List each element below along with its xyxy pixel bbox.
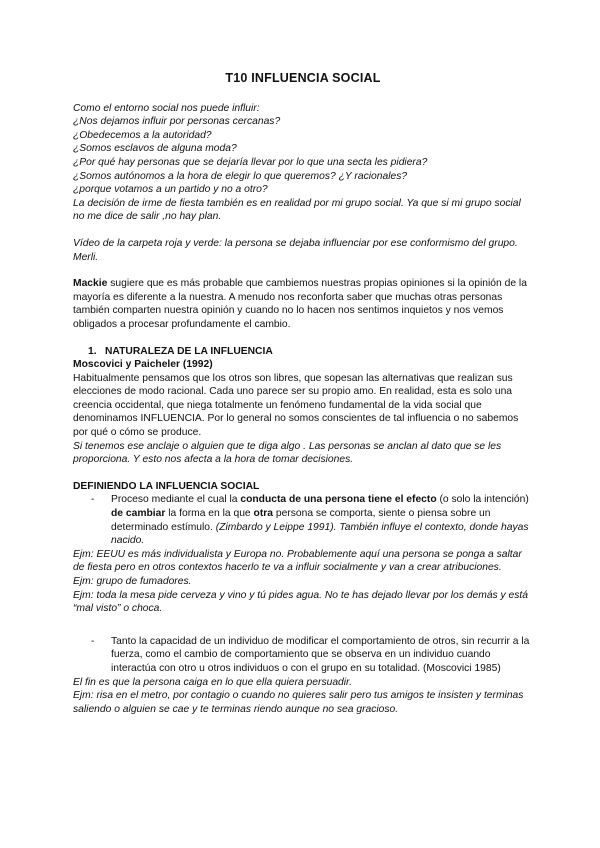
example-line: Ejm: toda la mesa pide cerveza y vino y tú pides agua. No te has dejado llevar por los demás y está “mal visto” o choca.	[73, 589, 529, 615]
text-run: persona se comporta, siente o piensa sobre un determinado estímulo.	[111, 508, 491, 533]
intro-line: ¿Somos esclavos de alguna moda?	[73, 143, 237, 155]
definition-bullet	[73, 635, 533, 676]
example-line: El fin es que la persona caiga en lo que ella quiera persuadir.	[73, 676, 352, 688]
text-run-bold: de cambiar	[111, 508, 166, 520]
section-heading	[73, 345, 533, 359]
definiendo-heading: DEFINIENDO LA INFLUENCIA SOCIAL	[73, 480, 260, 492]
text-run-italic: (Zimbardo y Leippe 1991). También influye el contexto, donde hayas nacido.	[111, 521, 529, 547]
section-note: Si tenemos ese anclaje o alguien que te diga algo . Las personas se anclan al dato que se les proporciona. Y esto nos afecta a la hora de tomar decisiones.	[73, 440, 502, 466]
example-line: Ejm: EEUU es más individualista y Europa no. Probablemente aquí una persona se ponga a saltar de fiesta pero en otros contextos hacerlo te va a influir socialmente y van a crear atribuciones.	[73, 548, 522, 574]
document-page	[73, 72, 533, 716]
text-run: Proceso mediante el cual la	[111, 494, 241, 506]
example-line: Ejm: grupo de fumadores.	[73, 576, 192, 587]
text-run: (o solo la intención)	[436, 494, 529, 506]
section-author: Moscovici y Paicheler (1992)	[73, 359, 213, 371]
text-run: la forma en la que	[165, 508, 254, 520]
text-run-bold: conducta de una persona tiene el efecto	[240, 494, 437, 506]
example-line: Ejm: risa en el metro, por contagio o cuando no quieres salir pero tus amigos te insisten y terminas saliendo o alguien se cae y te terminas riendo aunque no sea gracioso.	[73, 690, 524, 715]
intro-line: ¿Nos dejamos influir por personas cercanas?	[73, 116, 281, 128]
bullet-text: Tanto la capacidad de un individuo de modificar el comportamiento de otros, sin recurrir a la fuerza, como el cambio de comportamiento que se observa en un individuo cuando interactúa con otro u otros individuos o con el grupo en su totalidad. (Moscovici 1985)	[111, 635, 530, 674]
bullet-dash: -	[91, 635, 95, 647]
mackie-name: Mackie	[73, 278, 108, 290]
section-title: NATURALEZA DE LA INFLUENCIA	[105, 345, 273, 357]
intro-line: Como el entorno social nos puede influir:	[73, 102, 260, 114]
section-number: 1.	[88, 345, 97, 357]
definition-bullet	[73, 493, 533, 547]
mackie-paragraph	[73, 277, 533, 331]
intro-line: ¿Por qué hay personas que se dejaría llevar por lo que una secta les pidiera?	[73, 156, 428, 168]
examples-block	[73, 548, 533, 616]
intro-line: La decisión de irme de fiesta también es en realidad por mi grupo social. Ya que si mi grupo social no me dice de salir ,no hay plan.	[73, 197, 521, 223]
intro-line: ¿Somos autónomos a la hora de elegir lo que queremos? ¿Y racionales?	[73, 170, 408, 182]
page-title: T10 INFLUENCIA SOCIAL	[225, 71, 381, 85]
intro-line: ¿porque votamos a un partido y no a otro?	[73, 184, 268, 196]
bullet-dash: -	[91, 494, 95, 506]
mackie-text: sugiere que es más probable que cambiemos nuestras propias opiniones si la opinión de la mayoría es diferente a la nuestra. A menudo nos reconforta saber que muchas otras personas también comparten nuestra opinión y cuando no lo hacen nos sentimos inquietos y nos vemos obligados a procesar profundamente el cambio.	[73, 278, 527, 330]
text-run-bold: otra	[253, 508, 273, 520]
bullet-text	[111, 493, 533, 547]
examples-block	[73, 676, 533, 717]
intro-questions	[73, 102, 533, 224]
video-note: Vídeo de la carpeta roja y verde: la persona se dejaba influenciar por ese conformismo del grupo. Merli.	[73, 237, 518, 263]
intro-line: ¿Obedecemos a la autoridad?	[73, 129, 212, 141]
section-paragraph: Habitualmente pensamos que los otros son libres, que sopesan las alternativas que realizan sus elecciones de modo racional. Cada uno parece ser su propio amo. En realidad, esta es solo una creencia occidental, que niega totalmente un fenómeno fundamental de la vida social que denominamos INFLUENCIA. Por lo general no somos conscientes de tal influencia o no sabemos por qué o cómo se produce.	[73, 372, 519, 439]
